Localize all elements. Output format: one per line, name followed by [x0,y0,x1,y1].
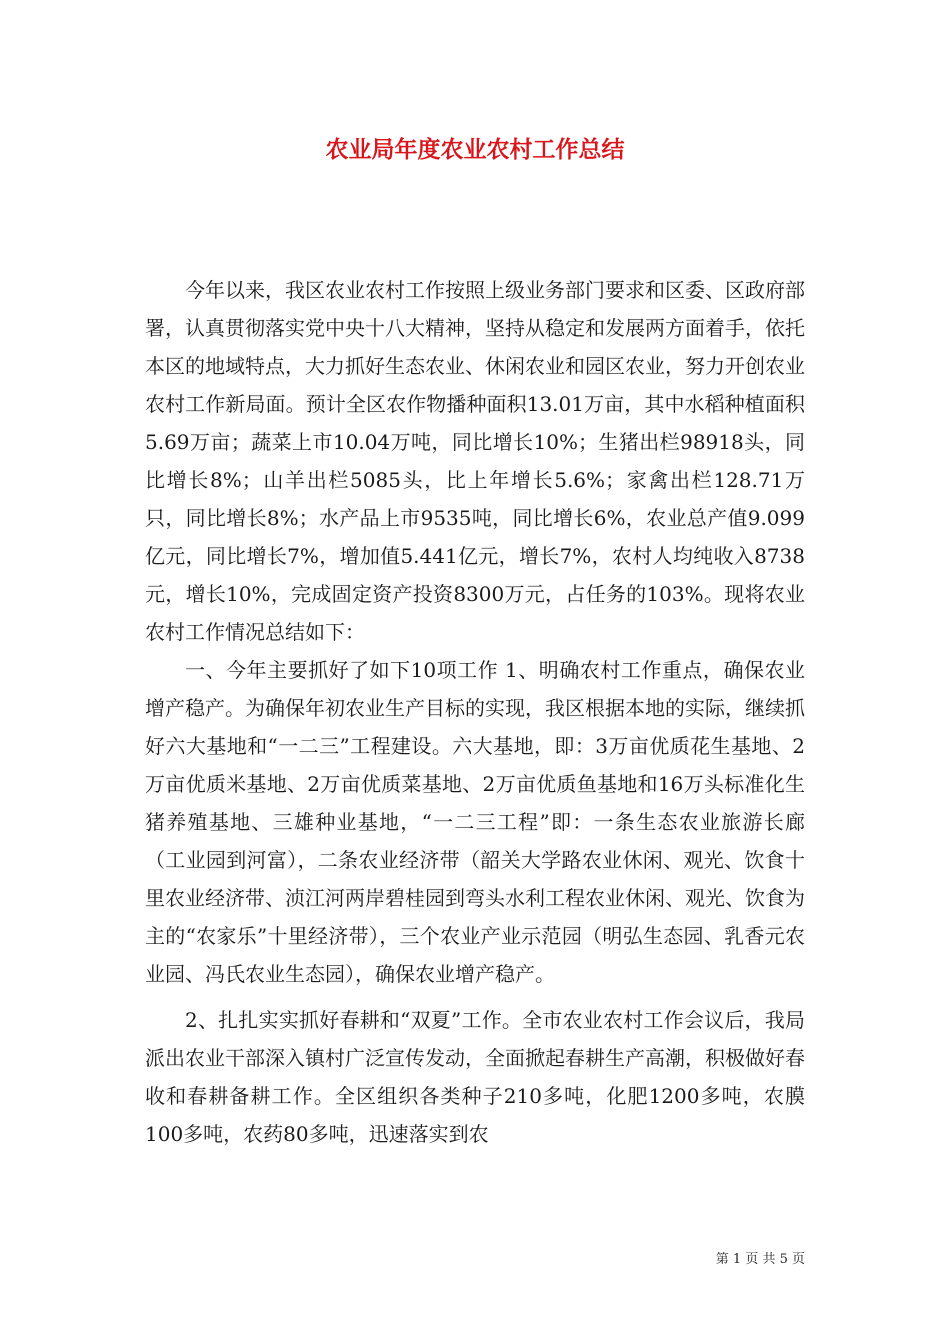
page-number: 第 1 页 共 5 页 [715,1252,805,1267]
document-body [145,271,805,1153]
paragraph-spring-ploughing: 2、扎扎实实抓好春耕和“双夏”工作。全市农业农村工作会议后，我局派出农业干部深入镇村广泛宣传发动，全面掀起春耕生产高潮，积极做好春收和春耕备耕工作。全区组织各类种子210多吨，化肥1200多吨，农膜100多吨，农药80多吨，迅速落实到农 [145,1008,805,1146]
paragraph-section-one: 一、今年主要抓好了如下10项工作 1、明确农村工作重点，确保农业增产稳产。为确保年初农业生产目标的实现，我区根据本地的实际，继续抓好六大基地和“一二三”工程建设。六大基地，即：3万亩优质花生基地、2万亩优质米基地、2万亩优质菜基地、2万亩优质鱼基地和16万头标准化生猪养殖基地、三雄种业基地，“一二三工程”即：一条生态农业旅游长廊（工业园到河富），二条农业经济带（韶关大学路农业休闲、观光、饮食十里农业经济带、浈江河两岸碧桂园到弯头水利工程农业休闲、观光、饮食为主的“农家乐”十里经济带），三个农业产业示范园（明弘生态园、乳香元农业园、冯氏农业生态园），确保农业增产稳产。 [145,658,805,986]
paragraph-intro: 今年以来，我区农业农村工作按照上级业务部门要求和区委、区政府部署，认真贯彻落实党中央十八大精神，坚持从稳定和发展两方面着手，依托本区的地域特点，大力抓好生态农业、休闲农业和园区农业，努力开创农业农村工作新局面。预计全区农作物播种面积13.01万亩，其中水稻种植面积5.69万亩；蔬菜上市10.04万吨，同比增长10%；生猪出栏98918头，同比增长8%；山羊出栏5085头，比上年增长5.6%；家禽出栏128.71万只，同比增长8%；水产品上市9535吨，同比增长6%，农业总产值9.099亿元，同比增长7%，增加值5.441亿元，增长7%，农村人均纯收入8738元，增长10%，完成固定资产投资8300万元，占任务的103%。现将农业农村工作情况总结如下： [145,278,805,644]
page-title: 农业局年度农业农村工作总结 [325,136,625,163]
